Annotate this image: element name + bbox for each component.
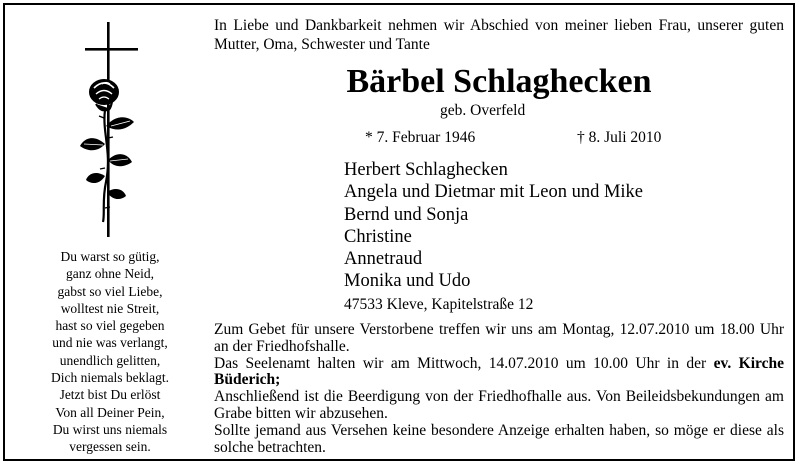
mass-notice-text: Das Seelenamt halten wir am Mittwoch, 14.07.2010 um 10.00 Uhr in der [214, 354, 707, 372]
prayer-notice: Zum Gebet für unsere Verstorbene treffen wir uns am Montag, 12.07.2010 um 18.00 Uhr an der Friedhofshalle. [214, 321, 784, 355]
death-date: † 8. Juli 2010 [577, 129, 662, 146]
maiden-name: geb. Overfeld [440, 102, 526, 119]
poem-line: Jetzt bist Du erlöst [59, 387, 161, 403]
mourner-name: Monika und Udo [344, 271, 471, 292]
intro-text: In Liebe und Dankbarkeit nehmen wir Abschied von meiner lieben Frau, unserer guten Mutter, Oma, Schwester und Tante [214, 17, 784, 53]
poem-line: vergessen sein. [69, 439, 151, 455]
poem-line: Von all Deiner Pein, [55, 404, 165, 420]
poem-line: ganz ohne Neid, [65, 266, 155, 282]
mourner-name: Angela und Dietmar mit Leon und Mike [344, 182, 644, 203]
family-address: 47533 Kleve, Kapitelstraße 12 [344, 296, 534, 313]
mourner-name: Bernd und Sonja [344, 204, 469, 225]
poem-line: Du warst so gütig, [60, 249, 160, 264]
deceased-name: Bärbel Schlaghecken [346, 63, 652, 100]
mourner-name: Christine [344, 226, 412, 247]
mass-location: ev. Kirche Büderich; [214, 354, 785, 389]
apology-notice: Sollte jemand aus Versehen keine besondere Anzeige erhalten haben, so möge er diese als solche betrachten. [214, 421, 784, 456]
mass-notice [214, 356, 784, 390]
poem-line: hast so viel gegeben [55, 318, 165, 334]
poem-line: Dich niemals beklagt. [50, 370, 170, 386]
poem-line: Du wirst uns niemals [52, 421, 168, 437]
cross-with-rose-icon [78, 22, 158, 237]
poem-line: wolltest nie Streit, [60, 300, 160, 316]
mourner-name: Annetraud [344, 249, 423, 270]
birth-date: * 7. Februar 1946 [365, 129, 476, 146]
mourner-name: Herbert Schlaghecken [344, 160, 508, 180]
poem-line: und nie was verlangt, [52, 335, 168, 351]
service-notice [214, 322, 784, 456]
poem-line: unendlich gelitten, [59, 352, 161, 368]
memorial-poem [40, 248, 180, 456]
poem-line: gabst so viel Liebe, [57, 283, 163, 299]
burial-notice: Anschließend ist die Beerdigung von der Friedhofhalle aus. Von Beileidsbekundungen am Grabe bitten wir abzusehen. [214, 388, 784, 422]
mourners-list [344, 159, 643, 293]
